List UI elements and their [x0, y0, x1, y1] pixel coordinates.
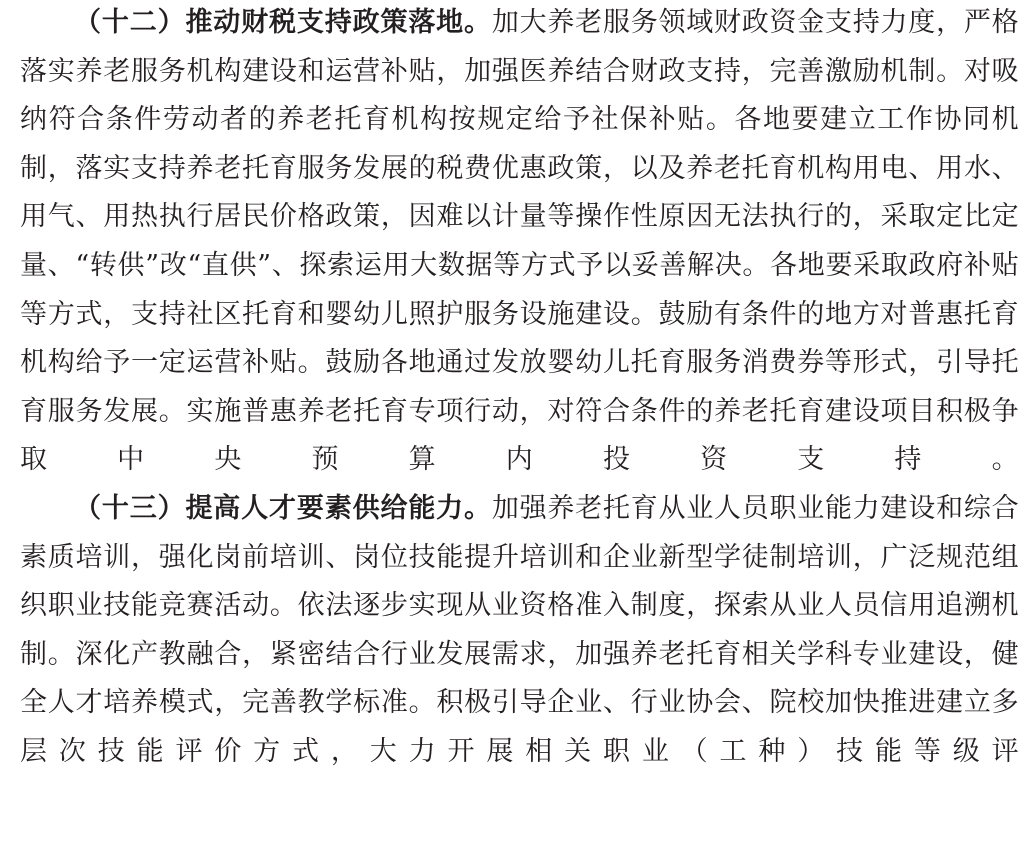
paragraph-12 [20, 0, 1019, 485]
paragraph-13-heading: （十三）提高人才要素供给能力。 [74, 492, 492, 524]
paragraph-12-body: 加大养老服务领域财政资金支持力度，严格落实养老服务机构建设和运营补贴，加强医养结合财政支持，完善激励机制。对吸纳符合条件劳动者的养老托育机构按规定给予社保补贴。各地要建立工作协同机制，落实支持养老托育服务发展的税费优惠政策，以及养老托育机构用电、用水、用气、用热执行居民价格政策，因难以计量等操作性原因无法执行的，采取定比定量、“转供”改“直供”、探索运用大数据等方式予以妥善解决。各地要采取政府补贴等方式，支持社区托育和婴幼儿照护服务设施建设。鼓励有条件的地方对普惠托育机构给予一定运营补贴。鼓励各地通过发放婴幼儿托育服务消费券等形式，引导托育服务发展。实施普惠养老托育专项行动，对符合条件的养老托育建设项目积极争取中央预算内投资支持。 [20, 7, 1019, 476]
paragraph-13-body: 加强养老托育从业人员职业能力建设和综合素质培训，强化岗前培训、岗位技能提升培训和企业新型学徒制培训，广泛规范组织职业技能竞赛活动。依法逐步实现从业资格准入制度，探索从业人员信用追溯机制。深化产教融合，紧密结合行业发展需求，加强养老托育相关学科专业建设，健全人才培养模式，完善教学标准。积极引导企业、行业协会、院校加快推进建立多层次技能评价方式，大力开展相关职业（工种）技能等级评 [20, 492, 1019, 767]
paragraph-13 [20, 485, 1019, 777]
paragraph-12-heading: （十二）推动财税支持政策落地。 [74, 7, 492, 38]
